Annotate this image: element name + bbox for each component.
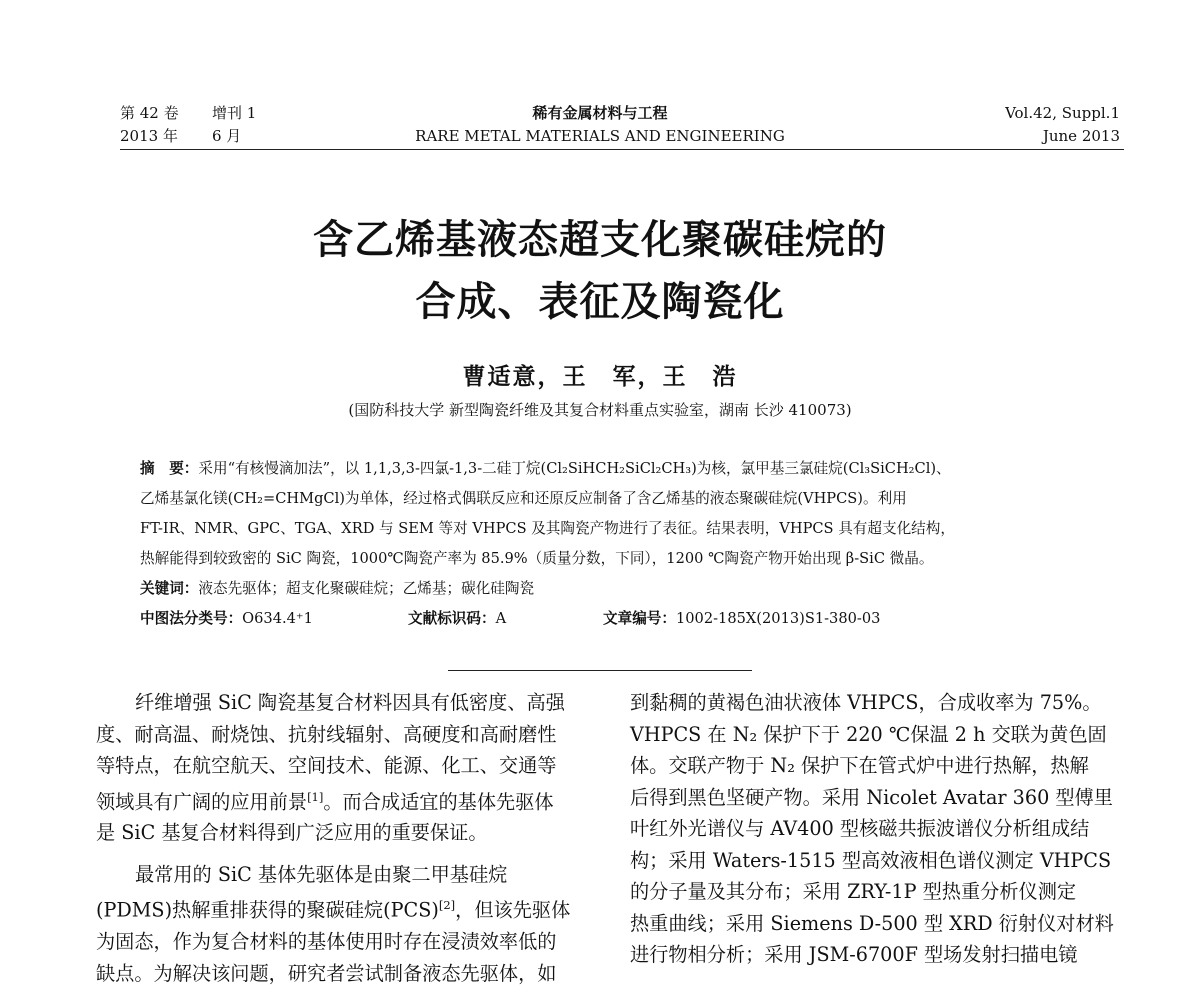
keywords-text: 液态先驱体；超支化聚碳硅烷；乙烯基；碳化硅陶瓷: [198, 580, 535, 597]
header-volume: 第 42 卷: [120, 104, 179, 122]
doc-code-value: A: [495, 610, 507, 627]
abstract-label: 摘 要：: [140, 460, 199, 477]
body-line: 到黏稠的黄褐色油状液体 VHPCS，合成收率为 75%。: [630, 691, 1102, 714]
journal-title-en: RARE METAL MATERIALS AND ENGINEERING: [415, 127, 785, 145]
article-number-value: 1002-185X(2013)S1-380-03: [675, 610, 881, 627]
citation-ref: [2]: [438, 898, 456, 913]
abstract-line: FT-IR、NMR、GPC、TGA、XRD 与 SEM 等对 VHPCS 及其陶瓷产物进行了表征。结果表明，VHPCS 具有超支化结构，: [140, 520, 955, 537]
header-year: 2013 年: [120, 127, 178, 145]
header-rule: [120, 149, 1124, 150]
header-date-en: June 2013: [1042, 127, 1120, 145]
body-line: 最常用的 SiC 基体先驱体是由聚二甲基硅烷: [135, 862, 508, 886]
abstract-block: [140, 454, 1085, 634]
article-number-label: 文章编号：: [603, 610, 676, 627]
body-line: [96, 890, 596, 926]
body-text: 领域具有广阔的应用前景: [96, 789, 308, 813]
body-line: 度、耐高温、耐烧蚀、抗射线辐射、高硬度和高耐磨性: [96, 722, 557, 746]
body-line: 等特点，在航空航天、空间技术、能源、化工、交通等: [96, 754, 557, 777]
journal-title-cn: 稀有金属材料与工程: [532, 104, 668, 122]
section-divider: [448, 670, 752, 671]
doc-code-label: 文献标识码：: [408, 610, 496, 627]
abstract-line: 热解能得到较致密的 SiC 陶瓷，1000℃陶瓷产率为 85.9%（质量分数，下同），1200 ℃陶瓷产物开始出现 β-SiC 微晶。: [140, 550, 934, 567]
abstract-line: [140, 454, 1085, 484]
affiliation: (国防科技大学 新型陶瓷纤维及其复合材料重点实验室，湖南 长沙 410073): [348, 401, 852, 419]
body-column-left: [96, 687, 596, 989]
body-line: 纤维增强 SiC 陶瓷基复合材料因具有低密度、高强: [135, 691, 565, 714]
body-line: 后得到黑色坚硬产物。采用 Nicolet Avatar 360 型傅里: [630, 785, 1113, 809]
body-line: 叶红外光谱仪与 AV400 型核磁共振波谱仪分析组成结: [630, 817, 1090, 840]
body-column-right: [630, 687, 1150, 971]
body-line: 进行物相分析；采用 JSM-6700F 型场发射扫描电镜: [630, 943, 1078, 966]
clc-value: O634.4⁺1: [242, 610, 313, 627]
abstract-text: 采用“有核慢滴加法”，以 1,1,3,3-四氯-1,3-二硅丁烷(Cl₂SiHCH₂SiCl₂CH₃)为核，氯甲基三氯硅烷(Cl₃SiCH₂Cl)、: [198, 460, 951, 477]
header-month: 6 月: [212, 127, 242, 145]
body-text: 。而合成适宜的基体先驱体: [323, 789, 554, 813]
clc-label: 中图法分类号：: [140, 610, 243, 627]
header-issue: 增刊 1: [212, 104, 257, 122]
body-line: [96, 782, 596, 818]
body-line: 是 SiC 基复合材料得到广泛应用的重要保证。: [96, 821, 488, 845]
keywords-label: 关键词：: [140, 580, 199, 597]
body-text: (PDMS)热解重排获得的聚碳硅烷(PCS): [96, 898, 439, 922]
body-line: VHPCS 在 N₂ 保护下于 220 ℃保温 2 h 交联为黄色固: [630, 722, 1107, 746]
paper-title-line1: 含乙烯基液态超支化聚碳硅烷的: [313, 217, 887, 263]
body-line: 构；采用 Waters-1515 型高效液相色谱仪测定 VHPCS: [630, 848, 1112, 872]
body-line: 体。交联产物于 N₂ 保护下在管式炉中进行热解，热解: [630, 754, 1089, 777]
paper-title-line2: 合成、表征及陶瓷化: [415, 279, 785, 325]
body-text: ，但该先驱体: [455, 898, 571, 922]
body-line: 缺点。为解决该问题，研究者尝试制备液态先驱体，如: [96, 961, 557, 985]
abstract-line: 乙烯基氯化镁(CH₂=CHMgCl)为单体，经过格式偶联反应和还原反应制备了含乙烯基的液态聚碳硅烷(VHPCS)。利用: [140, 490, 907, 507]
authors: 曹适意，王 军，王 浩: [462, 363, 738, 390]
body-line: 为固态，作为复合材料的基体使用时存在浸渍效率低的: [96, 930, 557, 954]
body-line: 热重曲线；采用 Siemens D-500 型 XRD 衍射仪对材料: [630, 911, 1114, 935]
header-vol-en: Vol.42, Suppl.1: [1005, 104, 1120, 122]
citation-ref: [1]: [307, 789, 324, 804]
classification-line: [140, 604, 1085, 634]
keywords-line: [140, 574, 1085, 604]
body-line: 的分子量及其分布；采用 ZRY-1P 型热重分析仪测定: [630, 880, 1077, 903]
